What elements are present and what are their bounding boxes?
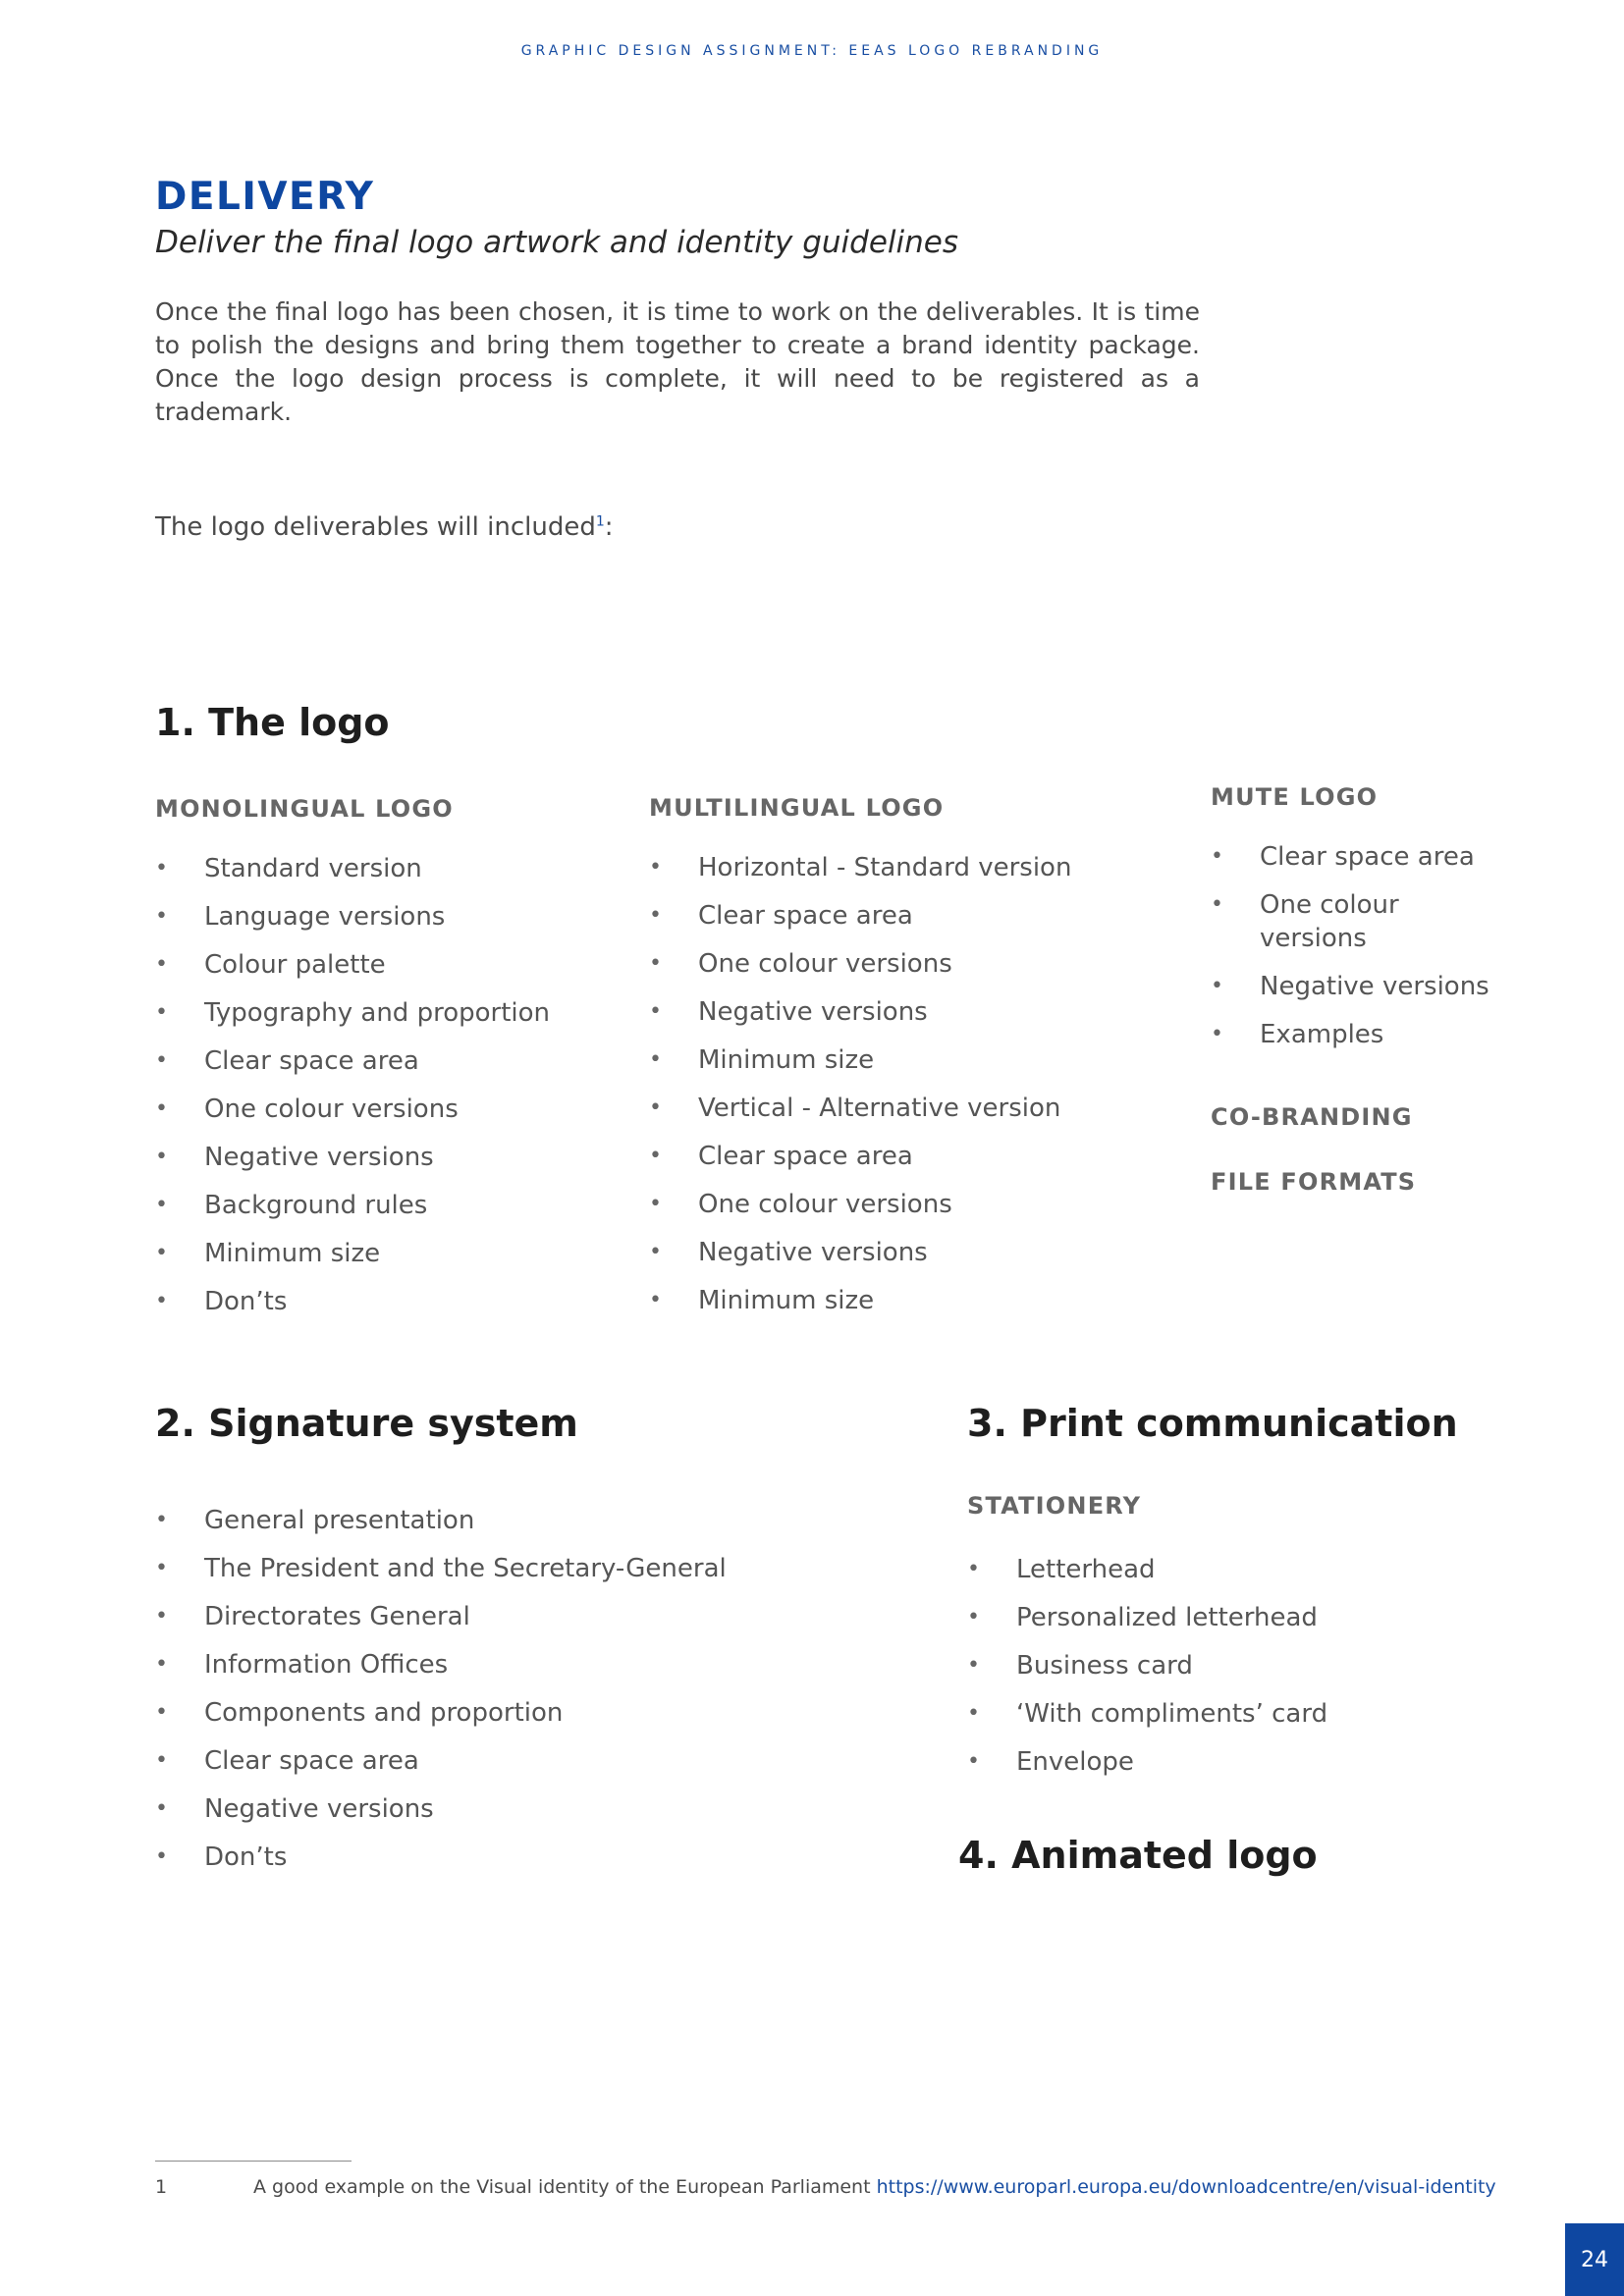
- bullet-icon: •: [155, 1289, 168, 1313]
- list-item: • Language versions: [155, 902, 446, 932]
- list-item: • Clear space area: [155, 1046, 419, 1076]
- deliverables-text: The logo deliverables will included: [155, 512, 596, 542]
- bullet-icon: •: [649, 1192, 662, 1216]
- list-item: • One colour versions: [649, 1190, 952, 1219]
- bullet-icon: •: [967, 1653, 980, 1678]
- list-item: • Clear space area: [155, 1746, 419, 1776]
- list-item: • Letterhead: [967, 1555, 1156, 1584]
- bullet-icon: •: [155, 856, 168, 881]
- list-item: • Horizontal - Standard version: [649, 853, 1072, 882]
- bullet-icon: •: [155, 1700, 168, 1725]
- list-item: • General presentation: [155, 1506, 475, 1535]
- multilingual-logo-heading: MULTILINGUAL LOGO: [649, 794, 945, 822]
- list-item: • Clear space area: [649, 1142, 913, 1171]
- list-item: • Information Offices: [155, 1650, 449, 1680]
- list-item: • One colour versions: [155, 1095, 459, 1124]
- footnote-reference[interactable]: 1: [595, 513, 605, 530]
- animated-section-heading: 4. Animated logo: [958, 1834, 1318, 1877]
- list-item: • ‘With compliments’ card: [967, 1699, 1328, 1729]
- list-item: • Negative versions: [649, 1238, 928, 1267]
- bullet-icon: •: [649, 1095, 662, 1120]
- list-item: • One colour versions: [1211, 890, 1399, 953]
- bullet-icon: •: [649, 1240, 662, 1264]
- running-header: GRAPHIC DESIGN ASSIGNMENT: EEAS LOGO REBRANDING: [520, 43, 1104, 59]
- list-item: • Negative versions: [649, 997, 928, 1027]
- list-item: • Negative versions: [1211, 972, 1489, 1001]
- bullet-icon: •: [155, 1193, 168, 1217]
- bullet-icon: •: [155, 1048, 168, 1073]
- signature-section-heading: 2. Signature system: [155, 1402, 578, 1445]
- monolingual-logo-list: [155, 852, 607, 1333]
- monolingual-logo-heading: MONOLINGUAL LOGO: [155, 795, 454, 823]
- bullet-icon: •: [967, 1557, 980, 1581]
- list-item: • Minimum size: [155, 1239, 381, 1268]
- bullet-icon: •: [649, 1288, 662, 1312]
- bullet-icon: •: [1211, 892, 1223, 917]
- list-item: • Business card: [967, 1651, 1193, 1681]
- list-item: • Minimum size: [649, 1045, 875, 1075]
- bullet-icon: •: [155, 1508, 168, 1532]
- bullet-icon: •: [1211, 844, 1223, 869]
- bullet-icon: •: [155, 1604, 168, 1629]
- co-branding-heading: CO-BRANDING: [1211, 1103, 1413, 1131]
- bullet-icon: •: [649, 999, 662, 1024]
- footnote-link[interactable]: https://www.europarl.europa.eu/downloadcentre/en/visual-identity: [876, 2176, 1496, 2198]
- signature-system-list: [155, 1504, 842, 1889]
- deliverables-colon: :: [604, 512, 614, 542]
- stationery-heading: STATIONERY: [967, 1492, 1142, 1520]
- bullet-icon: •: [155, 1096, 168, 1121]
- list-item: • Negative versions: [155, 1143, 434, 1172]
- list-item: • Typography and proportion: [155, 998, 551, 1028]
- multilingual-logo-list: [649, 851, 1160, 1332]
- list-item: • Envelope: [967, 1747, 1134, 1777]
- list-item: • Vertical - Alternative version: [649, 1094, 1061, 1123]
- bullet-icon: •: [1211, 1022, 1223, 1046]
- list-item: • Background rules: [155, 1191, 428, 1220]
- intro-paragraph: Once the final logo has been chosen, it is time to work on the deliverables. It is time to polish the designs and bring them together to create a brand identity package. Once the logo design process is complete, it will need to be registered as a trademark.: [155, 297, 1200, 426]
- section-title: DELIVERY: [155, 175, 375, 219]
- list-item: • Clear space area: [1211, 842, 1475, 872]
- list-item: • Minimum size: [649, 1286, 875, 1315]
- section-subtitle: Deliver the final logo artwork and identity guidelines: [155, 225, 958, 260]
- list-item: • Components and proportion: [155, 1698, 564, 1728]
- bullet-icon: •: [649, 903, 662, 928]
- bullet-icon: •: [155, 1844, 168, 1869]
- footnote-divider: [155, 2161, 352, 2162]
- list-item: • Colour palette: [155, 950, 386, 980]
- footnote-text: A good example on the Visual identity of the European Parliament: [253, 2176, 877, 2198]
- list-item: • Personalized letterhead: [967, 1603, 1318, 1632]
- list-item: • Negative versions: [155, 1794, 434, 1824]
- bullet-icon: •: [155, 1556, 168, 1580]
- mute-logo-heading: MUTE LOGO: [1211, 783, 1379, 811]
- list-item: • Directorates General: [155, 1602, 470, 1631]
- list-item: • Don’ts: [155, 1287, 288, 1316]
- bullet-icon: •: [649, 855, 662, 880]
- bullet-icon: •: [649, 1047, 662, 1072]
- list-item: • Examples: [1211, 1020, 1384, 1049]
- bullet-icon: •: [155, 952, 168, 977]
- bullet-icon: •: [649, 1144, 662, 1168]
- stationery-list: [967, 1553, 1458, 1793]
- bullet-icon: •: [967, 1605, 980, 1629]
- list-item: • Standard version: [155, 854, 422, 883]
- bullet-icon: •: [155, 904, 168, 929]
- bullet-icon: •: [155, 1000, 168, 1025]
- logo-section-heading: 1. The logo: [155, 701, 390, 744]
- bullet-icon: •: [1211, 974, 1223, 998]
- bullet-icon: •: [155, 1652, 168, 1677]
- list-item: • One colour versions: [649, 949, 952, 979]
- bullet-icon: •: [155, 1748, 168, 1773]
- footnote-number: 1: [155, 2176, 168, 2198]
- list-item: • The President and the Secretary-General: [155, 1554, 727, 1583]
- file-formats-heading: FILE FORMATS: [1211, 1168, 1417, 1196]
- footnote: [155, 2176, 1496, 2198]
- list-item: • Don’ts: [155, 1842, 288, 1872]
- print-section-heading: 3. Print communication: [967, 1402, 1458, 1445]
- list-item: • Clear space area: [649, 901, 913, 931]
- bullet-icon: •: [155, 1241, 168, 1265]
- page-number-badge: 24: [1565, 2223, 1624, 2296]
- bullet-icon: •: [967, 1749, 980, 1774]
- mute-logo-list: [1211, 840, 1505, 1066]
- bullet-icon: •: [155, 1796, 168, 1821]
- bullet-icon: •: [967, 1701, 980, 1726]
- bullet-icon: •: [649, 951, 662, 976]
- bullet-icon: •: [155, 1145, 168, 1169]
- deliverables-intro: [155, 512, 614, 542]
